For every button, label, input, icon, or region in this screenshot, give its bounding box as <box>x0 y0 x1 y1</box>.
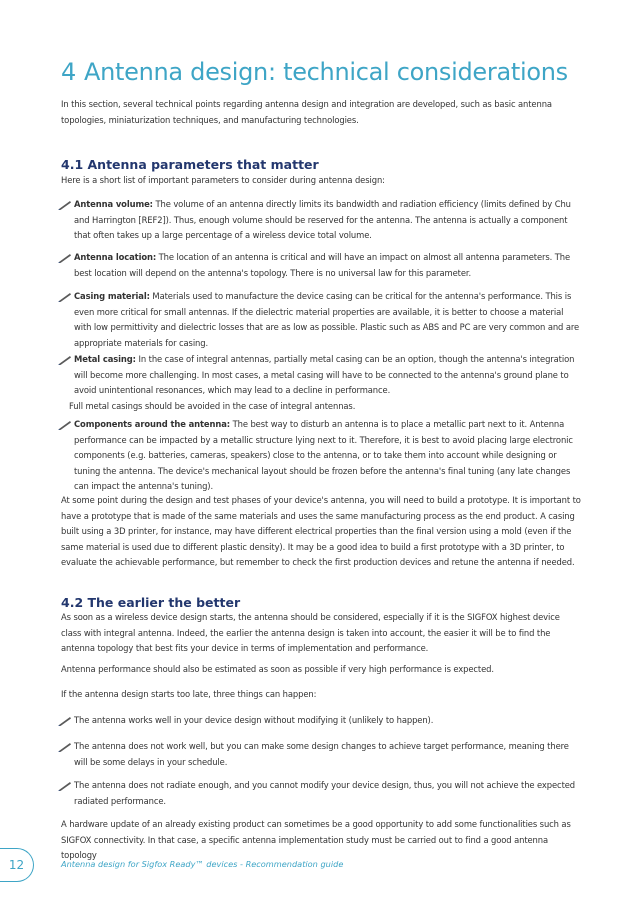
pencil-bullet-icon <box>58 200 72 210</box>
list-item-text <box>74 250 581 281</box>
list-item <box>61 778 581 809</box>
pencil-bullet-icon <box>58 420 72 430</box>
item-lead: Metal casing: <box>74 354 136 364</box>
list-item-text <box>74 289 581 351</box>
section-heading-4-2: 4.2 The earlier the better <box>61 595 241 610</box>
list-item-text <box>74 417 581 495</box>
list-item-text: The antenna does not work well, but you can make some design changes to achieve target performance, meaning there will be some delays in your schedule. <box>74 741 569 767</box>
item-lead: Casing material: <box>74 291 150 301</box>
pencil-bullet-icon <box>58 355 72 365</box>
list-item-text <box>69 352 581 414</box>
item-body: In the case of integral antennas, partially metal casing can be an option, though the antenna's integration will become more challenging. In most cases, a metal casing will have to be connected to the antenna's ground plane to avoid unintentional resonances, which may lead to a decline in performance. <box>74 354 575 396</box>
item-lead: Antenna location: <box>74 252 157 262</box>
list-item <box>61 250 581 281</box>
section-4-2-paragraph: As soon as a wireless device design starts, the antenna should be considered, especially if it is the SIGFOX highest device class with integral antenna. Indeed, the earlier the antenna design is taken into account, the easier it will be to find the antenna topology that best fits your device in terms of implementation and performance. <box>61 612 560 654</box>
pencil-bullet-icon <box>58 253 72 263</box>
list-item-text <box>74 197 581 244</box>
item-lead: Antenna volume: <box>74 199 153 209</box>
item-body: The best way to disturb an antenna is to place a metallic part next to it. Antenna performance can be impacted by a metallic structure lying next to it. Therefore, it is best to avoid placing large electronic components (e.g. batteries, cameras, speakers) close to the antenna, or to take them into account while designing or tuning the antenna. The device's mechanical layout should be frozen before the antenna's final tuning (any late changes can impact the antenna's tuning). <box>74 419 573 492</box>
section-4-2-paragraph: If the antenna design starts too late, three things can happen: <box>61 689 317 699</box>
list-item <box>61 417 581 495</box>
section-4-1-closing: At some point during the design and test phases of your device's antenna, you will need to build a prototype. It is important to have a prototype that is made of the same materials and uses the same manufacturing process as the end product. A casing built using a 3D printer, for instance, may have different electrical properties than the final version using a mold (even if the same material is used due to different plastic density). It may be a good idea to build a first prototype with a 3D printer, to evaluate the achievable performance, but remember to check the first production devices and retune the antenna if needed. <box>61 495 581 568</box>
item-body: Materials used to manufacture the device casing can be critical for the antenna's performance. This is even more critical for small antennas. If the dielectric material properties are available, it is better to choose a material with low permittivity and dielectric losses that are as low as possible. Plastic such as ABS and PC are very common and are appropriate materials for casing. <box>74 291 580 348</box>
list-item-text: The antenna does not radiate enough, and you cannot modify your device design, thus, you will not achieve the expected radiated performance. <box>74 780 576 806</box>
intro-paragraph: In this section, several technical points regarding antenna design and integration are developed, such as basic antenna topologies, miniaturization techniques, and manufacturing technologies. <box>61 99 552 125</box>
list-item <box>61 739 581 770</box>
footer-text: Antenna design for Sigfox Ready™ devices - Recommendation guide <box>61 859 344 869</box>
pencil-bullet-icon <box>58 742 72 752</box>
section-4-2-paragraph: Antenna performance should also be estimated as soon as possible if very high performance is expected. <box>61 664 494 674</box>
item-body: The volume of an antenna directly limits its bandwidth and radiation efficiency (limits defined by Chu and Harrington [REF2]). Thus, enough volume should be reserved for the antenna. The antenna is actually a component that often takes up a large percentage of a wireless device total volume. <box>74 199 571 241</box>
section-4-1-intro: Here is a short list of important parameters to consider during antenna design: <box>61 175 385 185</box>
list-item <box>61 197 581 244</box>
page-number: 12 <box>0 848 34 882</box>
list-item <box>61 713 581 729</box>
list-item <box>61 352 581 414</box>
section-heading-4-1: 4.1 Antenna parameters that matter <box>61 157 319 172</box>
item-lead: Components around the antenna: <box>74 419 231 429</box>
pencil-bullet-icon <box>58 716 72 726</box>
chapter-number: 4 <box>61 58 76 86</box>
pencil-bullet-icon <box>58 292 72 302</box>
pencil-bullet-icon <box>58 781 72 791</box>
chapter-title: Antenna design: technical considerations <box>83 58 568 86</box>
item-extra: Full metal casings should be avoided in the case of integral antennas. <box>69 400 356 411</box>
list-item-text: The antenna works well in your device design without modifying it (unlikely to happen). <box>74 715 434 725</box>
item-body: The location of an antenna is critical and will have an impact on almost all antenna parameters. The best location will depend on the antenna's topology. There is no universal law for this parameter. <box>74 252 571 278</box>
list-item <box>61 289 581 351</box>
page-title <box>61 58 568 86</box>
section-4-2-paragraph: A hardware update of an already existing product can sometimes be a good opportunity to add some functionalities such as SIGFOX connectivity. In that case, a specific antenna implementation study must be carried out to find a good antenna topology <box>61 819 571 861</box>
